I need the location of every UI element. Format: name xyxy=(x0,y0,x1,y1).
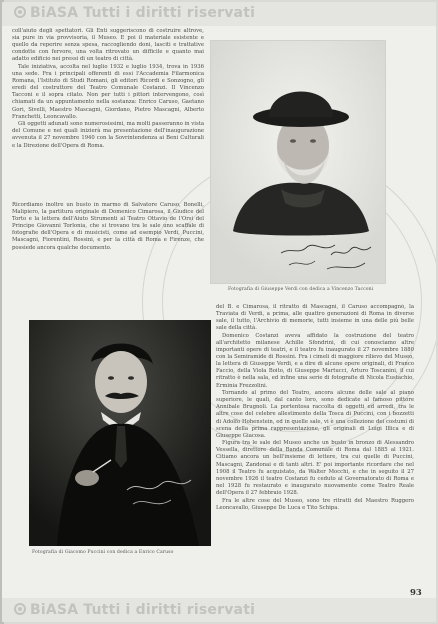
right-paragraph-1: del B. e Cimarosa, il ritratto di Mascagni, il Caruso accompagnò, la Traviata di Verdi, a prima, alle quattro generazioni di Roma in diverse sale, il tutto, l'Archivio di memorie, tutti insieme in una delle più belle sale della città. xyxy=(216,304,414,332)
left-column-bottom-text xyxy=(12,202,204,314)
puccini-photo-caption: Fotografia di Giacomo Puccini con dedica a Enrico Caruso xyxy=(32,550,174,555)
watermark-banner-top xyxy=(2,2,436,26)
watermark-banner-bottom xyxy=(2,598,436,622)
right-paragraph-3: Tornando al primo del Teatro, ancora alcune delle sale al piano superiore, le quali, dal canto loro, sono dedicate al famoso pittore Annibale Brugnoli. La portentosa raccolta di oggetti ed arredi, tra le altre cose del celebre allestimento della Tosca di Puccini, con i bozzetti di Adolfo Hohenstein, ed in quelle sale, vi è una collezione dei costumi di scena della prima rappresentazione, gli originali di Luigi Illica e di Giuseppe Giacosa. xyxy=(216,390,414,439)
left-bottom-paragraph-1: Ricordiamo inoltre un busto in marmo di Salvatore Caruso, Bonelli, Malipiero, la partitura originale di Domenico Cimarosa, il Giudice del Torto e la lettera dell'Aiuto Strumenti al Teatro Ottavio de l'Orsi del Principe Giovanni Torlonia, che si trovano tra le sale uno scaffale di fotografie dell'Opera e di musicisti, come ad esempio Verdi, Puccini, Mascagni, Fiorentini, Rossini, e per la città di Roma e Firenze, che possiede ancora qualche documento. xyxy=(12,202,204,251)
verdi-photo-frame xyxy=(210,40,386,284)
right-paragraph-2: Domenico Costanzi aveva affidato la costruzione del teatro all'architetto milanese Achille Sfondrini, di cui conosciamo altre importanti opere di teatri, e il teatro fu inaugurato il 27 novembre 1880 con la Semiramide di Rossini. Fra i cimeli di maggiore rilievo del Museo, la lettera di Giuseppe Verdi, e a dire di alcune opere originali, di Franco Faccio, della Viola Boito, di Giuseppe Martucci, Arturo Toscanini, il cui ritratto è nella sala, ed infine una serie di fotografie di Nicola Eustachio, Erminia Frezzolini. xyxy=(216,332,414,389)
left-top-paragraph-1: coll'aiuto degli spettatori. Gli Enti suggeriscono di costruire altrove, sia pure in via provvisoria, il Museo. E poi il materiale esistente e quello da reperire senza spesa, raccogliendo doni, lasciti e trattative condotte con fervore, una volta ritrovato un difficile e quanto mai adatto edificio nei pressi di un teatro di città. xyxy=(12,28,204,63)
left-top-paragraph-2: Tale iniziativa, accolta nel luglio 1932 e luglio 1934, trova in 1936 una sede. Fra i principali offerenti di essi l'Accademia Filarmonica Romana, l'Istituto di Studi Romani, gli editori Ricordi e Sonzogno, gli eredi del costruttore del Teatro Comunale Costanzi. Il Vincenzo Tacconi e il sopra citato. Non per tutti i pittori intervengono, così chiamati da un appuntamento nella sostanza: Enrico Caruso, Gaetano Gori, Sivelli, Maestro Mascagni, Giordano, Pietro Mascagni, Alberto Franchetti, Leoncavallo. xyxy=(12,63,204,120)
watermark-bottom-text: BiASA Tutti i diritti riservati xyxy=(30,602,256,618)
watermark-top xyxy=(14,5,255,21)
left-column-top-text xyxy=(12,28,204,202)
watermark-top-text: BiASA Tutti i diritti riservati xyxy=(30,5,256,21)
watermark-bottom xyxy=(14,602,255,618)
puccini-portrait-image xyxy=(29,320,211,546)
left-top-paragraph-3: Gli oggetti adunati sono numerosissimi, ma molti passeranno in vista del Comune e nei quali inizierà ma presentazione dell'inaugurazione avvenuta il 27 novembre 1940 con la Sovrintendenza ai Beni Culturali e la Direzione dell'Opera di Roma. xyxy=(12,121,204,149)
biasa-logo-icon xyxy=(14,6,26,18)
right-paragraph-5: Fra le altre cose del Museo, sono tre ritratti del Maestro Ruggero Leoncavallo, Giuseppe De Luca e Tito Schipa. xyxy=(216,497,414,511)
puccini-photo-frame xyxy=(29,320,211,546)
right-column-text xyxy=(216,304,414,564)
page-number: 93 xyxy=(410,588,422,598)
biasa-logo-icon xyxy=(14,603,26,615)
right-paragraph-4: Figura tra le sale del Museo anche un busto in bronzo di Alessandro Vessella, direttore della Banda Comunale di Roma dal 1885 al 1921. Citiamo ancora un bell'insieme di lettere, tra cui quelle di Puccini, Mascagni, Zandonai e di tanti altri. E' poi importante ricordare che nel 1908 il Teatro fu acquistato, da Walter Mocchi, e che in seguito il 27 novembre 1926 il teatro Costanzi fu ceduto al Governatorato di Roma e nel 1928 fu restaurato e inaugurato nuovamente come Teatro Reale dell'Opera il 27 febbraio 1928. xyxy=(216,440,414,496)
verdi-portrait-image xyxy=(211,41,386,284)
scanned-page xyxy=(2,2,436,622)
verdi-photo-caption: Fotografia di Giuseppe Verdi con dedica a Vincenzo Tacconi xyxy=(228,287,374,292)
